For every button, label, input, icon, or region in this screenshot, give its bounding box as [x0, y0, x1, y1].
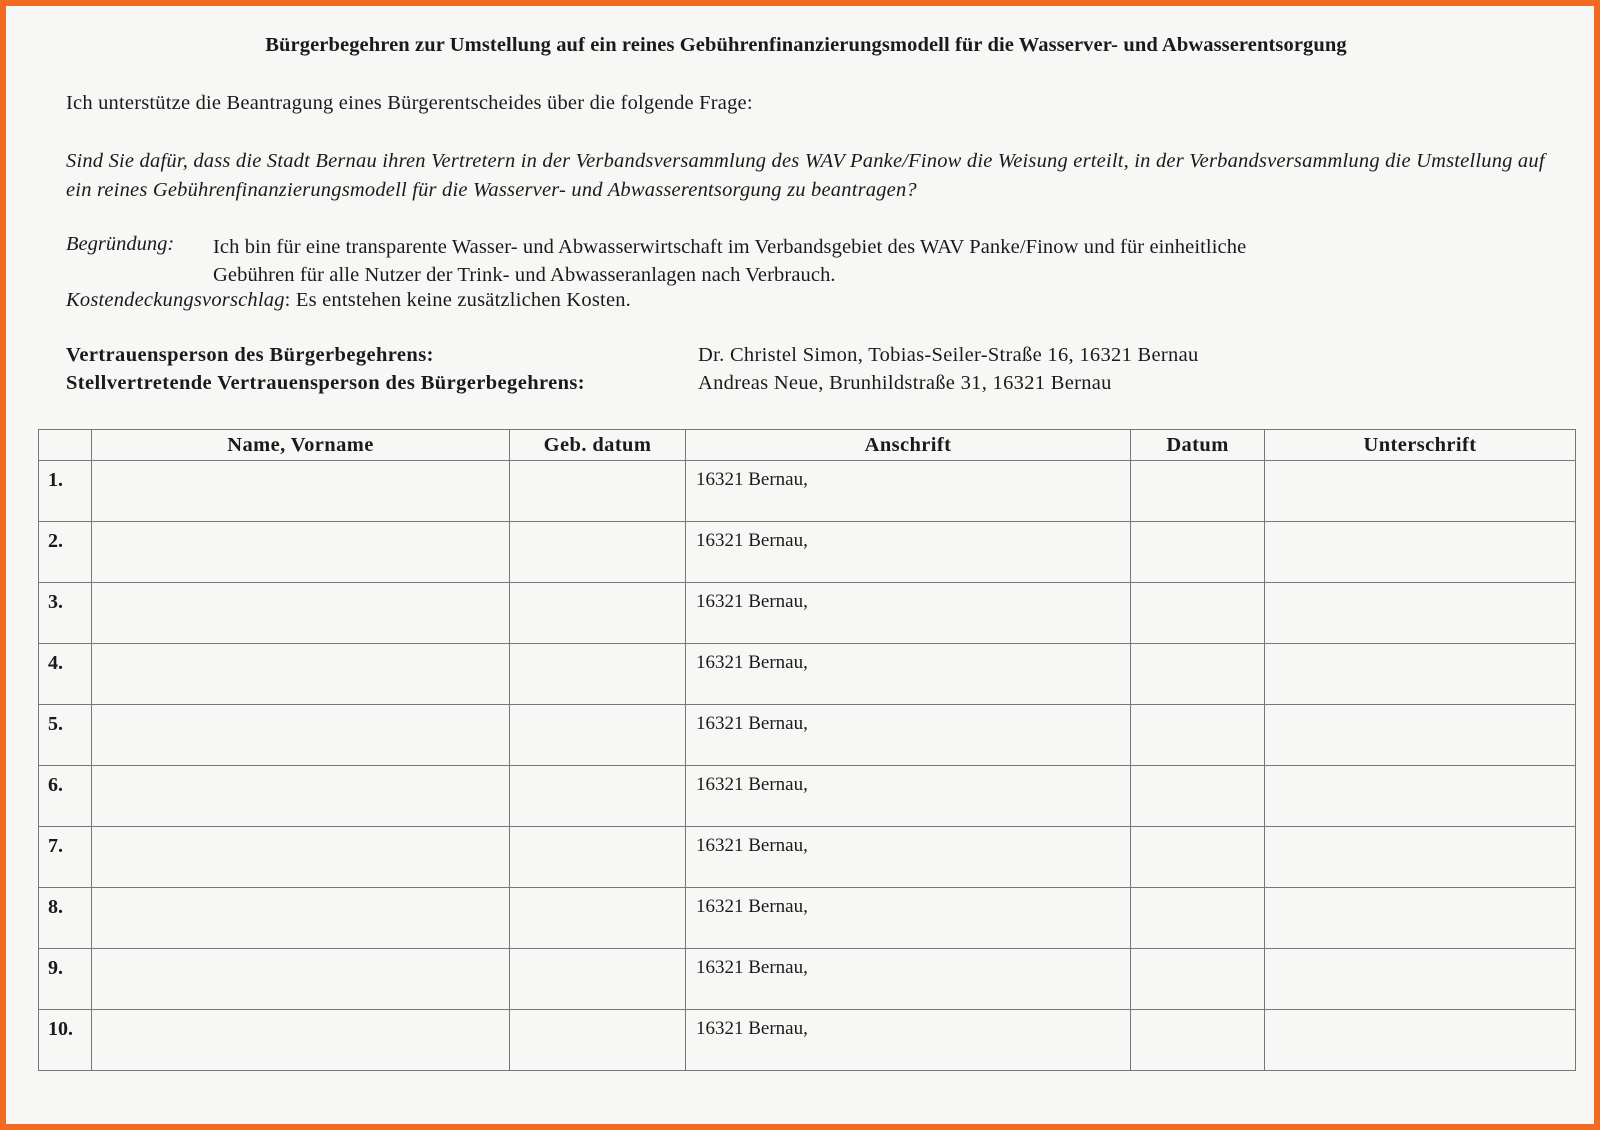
address-cell[interactable]: 16321 Bernau,	[686, 949, 1131, 1010]
signature-cell[interactable]	[1265, 888, 1576, 949]
reason-line-1: Ich bin für eine transparente Wasser- und Abwasserwirtschaft im Verbandsgebiet des WAV Panke/Finow und für einheitliche	[213, 236, 1247, 258]
date-cell[interactable]	[1131, 827, 1265, 888]
date-cell[interactable]	[1131, 644, 1265, 705]
address-cell[interactable]: 16321 Bernau,	[686, 888, 1131, 949]
address-cell[interactable]: 16321 Bernau,	[686, 705, 1131, 766]
name-cell[interactable]	[92, 949, 510, 1010]
header-name: Name, Vorname	[92, 430, 510, 461]
document-title: Bürgerbegehren zur Umstellung auf ein reines Gebührenfinanzierungsmodell für die Wasserver- und Abwasserentsorgung	[265, 34, 1347, 56]
table-row	[39, 705, 1576, 766]
date-cell[interactable]	[1131, 705, 1265, 766]
signature-cell[interactable]	[1265, 583, 1576, 644]
row-number: 7.	[39, 827, 92, 888]
birthdate-cell[interactable]	[510, 949, 686, 1010]
header-number	[39, 430, 92, 461]
table-row	[39, 949, 1576, 1010]
table-row	[39, 583, 1576, 644]
signature-cell[interactable]	[1265, 461, 1576, 522]
date-cell[interactable]	[1131, 461, 1265, 522]
name-cell[interactable]	[92, 522, 510, 583]
intro-text: Ich unterstütze die Beantragung eines Bürgerentscheides über die folgende Frage:	[66, 92, 753, 114]
reason-line-2: Gebühren für alle Nutzer der Trink- und Abwasseranlagen nach Verbrauch.	[213, 264, 836, 286]
row-number: 9.	[39, 949, 92, 1010]
name-cell[interactable]	[92, 644, 510, 705]
address-cell[interactable]: 16321 Bernau,	[686, 766, 1131, 827]
reason-label: Begründung:	[66, 233, 175, 255]
birthdate-cell[interactable]	[510, 888, 686, 949]
birthdate-cell[interactable]	[510, 644, 686, 705]
row-number: 1.	[39, 461, 92, 522]
cost-label: Kostendeckungsvorschlag	[66, 289, 285, 311]
signature-cell[interactable]	[1265, 827, 1576, 888]
birthdate-cell[interactable]	[510, 1010, 686, 1071]
name-cell[interactable]	[92, 1010, 510, 1071]
deputy-contact-value: Andreas Neue, Brunhildstraße 31, 16321 Bernau	[698, 372, 1112, 394]
address-cell[interactable]: 16321 Bernau,	[686, 827, 1131, 888]
table-row	[39, 888, 1576, 949]
reason-text	[213, 233, 1473, 289]
signature-cell[interactable]	[1265, 949, 1576, 1010]
date-cell[interactable]	[1131, 766, 1265, 827]
cost-text: : Es entstehen keine zusätzlichen Kosten.	[284, 289, 632, 311]
birthdate-cell[interactable]	[510, 827, 686, 888]
name-cell[interactable]	[92, 583, 510, 644]
name-cell[interactable]	[92, 888, 510, 949]
name-cell[interactable]	[92, 705, 510, 766]
birthdate-cell[interactable]	[510, 583, 686, 644]
date-cell[interactable]	[1131, 888, 1265, 949]
signature-cell[interactable]	[1265, 766, 1576, 827]
header-date: Datum	[1131, 430, 1265, 461]
row-number: 8.	[39, 888, 92, 949]
table-header-row	[39, 430, 1576, 461]
date-cell[interactable]	[1131, 522, 1265, 583]
header-birthdate: Geb. datum	[510, 430, 686, 461]
date-cell[interactable]	[1131, 583, 1265, 644]
primary-contact-label: Vertrauensperson des Bürgerbegehrens:	[66, 344, 434, 366]
date-cell[interactable]	[1131, 1010, 1265, 1071]
birthdate-cell[interactable]	[510, 522, 686, 583]
signature-cell[interactable]	[1265, 1010, 1576, 1071]
name-cell[interactable]	[92, 461, 510, 522]
row-number: 6.	[39, 766, 92, 827]
row-number: 3.	[39, 583, 92, 644]
row-number: 10.	[39, 1010, 92, 1071]
row-number: 2.	[39, 522, 92, 583]
name-cell[interactable]	[92, 766, 510, 827]
address-cell[interactable]: 16321 Bernau,	[686, 644, 1131, 705]
referendum-question: Sind Sie dafür, dass die Stadt Bernau ihren Vertretern in der Verbandsversammlung des WAV Panke/Finow die Weisung erteilt, in der Verbandsversammlung die Umstellung auf ein reines Gebührenfinanzierungsmodell für die Wasserver- und Abwasserentsorgung zu beantragen?	[66, 150, 1545, 201]
table-row	[39, 766, 1576, 827]
signature-cell[interactable]	[1265, 705, 1576, 766]
address-cell[interactable]: 16321 Bernau,	[686, 583, 1131, 644]
name-cell[interactable]	[92, 827, 510, 888]
table-row	[39, 1010, 1576, 1071]
birthdate-cell[interactable]	[510, 461, 686, 522]
birthdate-cell[interactable]	[510, 766, 686, 827]
birthdate-cell[interactable]	[510, 705, 686, 766]
header-address: Anschrift	[686, 430, 1131, 461]
address-cell[interactable]: 16321 Bernau,	[686, 461, 1131, 522]
deputy-contact-label: Stellvertretende Vertrauensperson des Bürgerbegehrens:	[66, 372, 586, 394]
primary-contact-value: Dr. Christel Simon, Tobias-Seiler-Straße 16, 16321 Bernau	[698, 344, 1199, 366]
row-number: 4.	[39, 644, 92, 705]
signature-cell[interactable]	[1265, 522, 1576, 583]
header-signature: Unterschrift	[1265, 430, 1576, 461]
address-cell[interactable]: 16321 Bernau,	[686, 1010, 1131, 1071]
signature-cell[interactable]	[1265, 644, 1576, 705]
signature-table	[38, 429, 1576, 1071]
address-cell[interactable]: 16321 Bernau,	[686, 522, 1131, 583]
table-row	[39, 461, 1576, 522]
table-row	[39, 522, 1576, 583]
row-number: 5.	[39, 705, 92, 766]
cost-coverage	[66, 289, 631, 312]
table-row	[39, 827, 1576, 888]
date-cell[interactable]	[1131, 949, 1265, 1010]
table-row	[39, 644, 1576, 705]
